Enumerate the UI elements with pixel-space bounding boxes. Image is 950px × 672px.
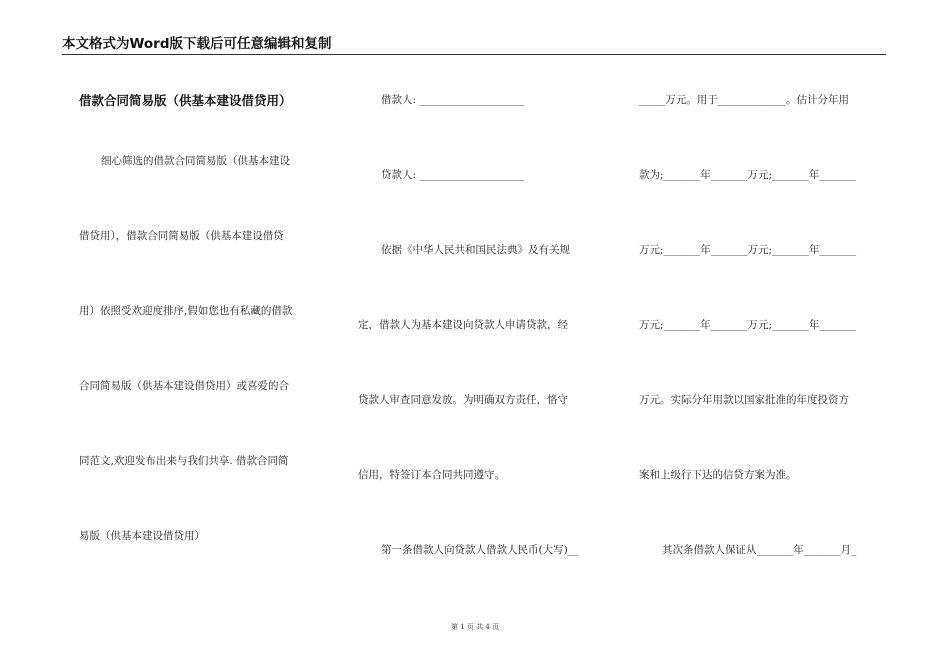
schedule-line-1: 款为;_______年_______万元;_______年_______ [639, 169, 857, 181]
article-two-line: 其次条借款人保证从_______年_______月_ [662, 544, 857, 556]
lender-field: 贷款人: ____________________ [381, 169, 525, 181]
page-header [62, 35, 886, 55]
schedule-note-line-2: 案和上级行下达的信贷方案为准。 [639, 469, 797, 481]
contract-text-line-3: 贷款人审查同意发放。为明确双方责任，恪守 [358, 394, 568, 406]
page-number-footer: 第 1 页 共 4 页 [450, 623, 500, 631]
contract-text-line-1: 依据《中华人民共和国民法典》及有关规 [381, 244, 570, 256]
intro-line-4: 合同简易版（供基本建设借贷用）或喜爱的合 [79, 380, 289, 392]
contract-text-line-4: 信用，特签订本合同共同遵守。 [358, 469, 505, 481]
amount-purpose-line: _____万元。用于_____________。估计分年用 [639, 94, 849, 106]
download-banner-text: 本文格式为Word版下载后可任意编辑和复制 [62, 36, 332, 52]
schedule-line-2: 万元;_______年_______万元;_______年_______ [639, 244, 857, 256]
borrower-field: 借款人: ____________________ [381, 94, 525, 106]
intro-line-3: 用）依照受欢迎度排序,假如您也有私藏的借款 [79, 305, 293, 317]
schedule-note-line-1: 万元。实际分年用款以国家批准的年度投资方 [639, 394, 849, 406]
schedule-line-3: 万元;_______年_______万元;_______年_______ [639, 319, 857, 331]
intro-line-6: 易版（供基本建设借贷用） [79, 530, 205, 542]
contract-text-line-2: 定，借款人为基本建设向贷款人申请贷款，经 [358, 319, 568, 331]
document-title: 借款合同简易版（供基本建设借贷用） [79, 93, 292, 108]
intro-line-1: 细心筛选的借款合同简易版（供基本建设 [101, 155, 290, 167]
intro-line-5: 同范文,欢迎发布出来与我们共享. 借款合同简 [79, 455, 289, 467]
intro-line-2: 借贷用），借款合同简易版（供基本建设借贷 [79, 230, 284, 242]
article-one-line: 第一条借款人向贷款人借款人民币(大写)__ [381, 544, 579, 556]
